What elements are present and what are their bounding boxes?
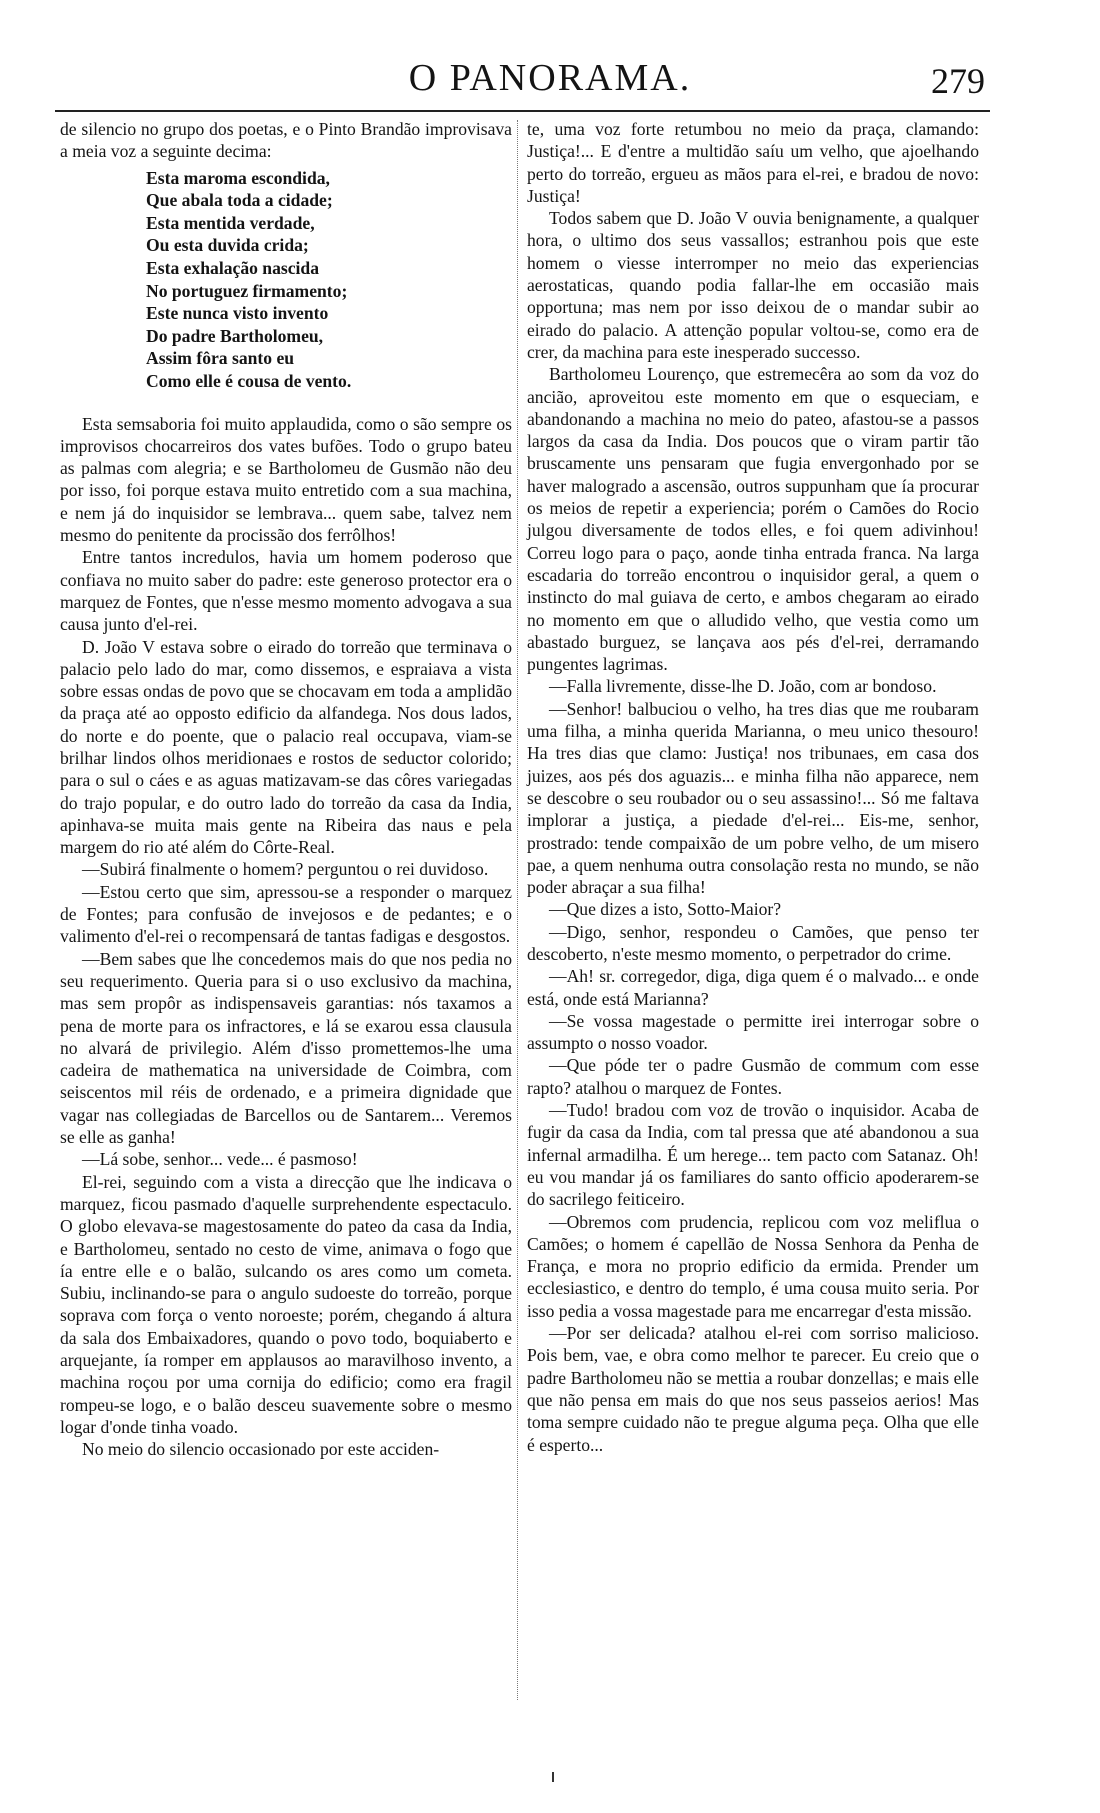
paragraph: —Ah! sr. corregedor, diga, diga quem é o malvado... e onde está, onde está Marianna? bbox=[527, 966, 979, 1009]
printer-mark bbox=[552, 1772, 554, 1782]
paragraph: —Estou certo que sim, apressou-se a responder o marquez de Fontes; para confusão de invejosos e de pedantes; e o valimento d'el-rei o recompensará de tantas fadigas e desgostos. bbox=[60, 881, 512, 947]
paragraph: —Lá sobe, senhor... vede... é pasmoso! bbox=[82, 1149, 358, 1170]
paragraph: Bartholomeu Lourenço, que estremecêra ao som da voz do ancião, aproveitou este momento em que o esqueciam, e abandonando a machina no meio do pateo, afastou-se a passos largos da casa da India. Dos poucos que o viram partir tão bruscamente uns pensaram que fugia envergonhado por se haver malogrado a ascensão, outros suppunham que ía procurar os meios de repetir a experiencia; porém o Camões do Rocio julgou diversamente de todos elles, e foi quem adivinhou! Correu logo para o paço, aonde tinha entrada franca. Na larga escadaria do torreão encontrou o inquisidor geral, a quem o instincto do mal guiava de certo, e ambos chegaram ao eirado no momento em que o alludido velho, que vestia como um abastado burguez, se lançava aos pés d'el-rei, derramando pungentes lagrimas. bbox=[527, 364, 979, 675]
decima-verse bbox=[60, 167, 512, 393]
header-rule bbox=[55, 110, 990, 112]
paragraph: —Falla livremente, disse-lhe D. João, com ar bondoso. bbox=[549, 676, 937, 697]
paragraph: No meio do silencio occasionado por este acciden- bbox=[82, 1439, 440, 1460]
verse-line: Como elle é cousa de vento. bbox=[146, 370, 352, 391]
verse-gap bbox=[60, 393, 512, 413]
right-column bbox=[527, 118, 979, 1456]
intro-paragraph: de silencio no grupo dos poetas, e o Pinto Brandão improvisava a meia voz a seguinte decima: bbox=[60, 119, 512, 162]
paragraph: —Obremos com prudencia, replicou com voz meliflua o Camões; o homem é capellão de Nossa Senhora da Penha de França, e mora no proprio edificio da ermida. Prender um ecclesiastico, e dentro do templo, é uma cousa muito seria. Por isso pedia a vossa magestade para me encarregar d'esta missão. bbox=[527, 1211, 979, 1321]
paragraph: El-rei, seguindo com a vista a direcção que lhe indicava o marquez, ficou pasmado d'aquelle surprehendente espectaculo. O globo elevava-se magestosamente do pateo da casa da India, e Bartholomeu, sentado no cesto de vime, animava o fogo que ía entre elle e o balão, sulcando os ares como um cometa. Subiu, inclinando-se para o angulo sudoeste do torreão, porque soprava com força o vento noroeste; porém, chegando á altura da sala dos Embaixadores, quando o povo todo, boquiaberto e arquejante, ía romper em applausos ao maravilhoso invento, a machina roçou por uma cornija do edificio; como era fragil rompeu-se logo, e o balão desceu suavemente sobre o mesmo logar d'onde tinha voado. bbox=[60, 1171, 512, 1437]
paragraph: —Senhor! balbuciou o velho, ha tres dias que me roubaram uma filha, a minha querida Marianna, o meu unico thesouro! Ha tres dias que clamo: Justiça! nos tribunaes, em casa dos juizes, aos pés dos aguazis... e minha filha não apparece, nem se descobre o seu roubador ou o seu assassino!... Só me faltava implorar a justiça, a piedade d'el-rei... Eis-me, senhor, prostrado: tende compaixão de um pobre velho, de um misero pae, a quem nenhuma outra consolação resta no mundo, se não poder abraçar a sua filha! bbox=[527, 698, 979, 898]
paragraph: te, uma voz forte retumbou no meio da praça, clamando: Justiça!... E d'entre a multidão saíu um velho, que ajoelhando perto do torreão, ergueu as mãos para el-rei, e bradou de novo: Justiça! bbox=[527, 119, 979, 206]
paragraph: —Se vossa magestade o permitte irei interrogar sobre o assumpto o nosso voador. bbox=[527, 1010, 979, 1054]
verse-line: Este nunca visto invento bbox=[146, 303, 329, 324]
paragraph: D. João V estava sobre o eirado do torreão que terminava o palacio pelo lado do mar, como dissemos, e espraiava a vista sobre essas ondas de povo que se chocavam em toda a amplidão da praça até ao opposto edificio da alfandega. Nos dous lados, do norte e do poente, que o palacio real occupava, viam-se brilhar lindos olhos meridionaes e rostos de seductor colorido; para o sul o cáes e as aguas matizavam-se das côres variegadas do trajo popular, e do outro lado do torreão da casa da India, apinhava-se muita mais gente na Ribeira das naus e pela margem do rio até além do Côrte-Real. bbox=[60, 636, 512, 858]
paragraph: —Subirá finalmente o homem? perguntou o rei duvidoso. bbox=[82, 859, 489, 880]
verse-line: Esta mentida verdade, bbox=[146, 212, 315, 233]
verse-line: Assim fôra santo eu bbox=[146, 348, 295, 369]
paragraph: —Que dizes a isto, Sotto-Maior? bbox=[549, 899, 782, 920]
column-separator bbox=[517, 120, 518, 1700]
verse-line: Do padre Bartholomeu, bbox=[146, 325, 324, 346]
verse-line: Esta maroma escondida, bbox=[146, 167, 330, 188]
left-column bbox=[60, 118, 512, 1460]
paragraph: —Por ser delicada? atalhou el-rei com sorriso malicioso. Pois bem, vae, e obra como melhor te parecer. Eu creio que o padre Bartholomeu não se mettia a roubar donzellas; e mais elle que não pensa em mais do que nos seus passeios aerios! Mas toma sempre cuidado não te pregue alguma peça. Olha que elle é esperto... bbox=[527, 1323, 979, 1455]
paragraph: Todos sabem que D. João V ouvia benignamente, a qualquer hora, o ultimo dos seus vassallos; estranhou pois que este homem o viesse interromper no meio das experiencias aerostaticas, quando podia fallar-lhe em occasião mais opportuna; mas nem por isso deixou de o mandar subir ao eirado do palacio. A attenção popular voltou-se, como era de crer, da machina para este inesperado successo. bbox=[527, 208, 979, 362]
paragraph: —Tudo! bradou com voz de trovão o inquisidor. Acaba de fugir da casa da India, com tal pressa que até abandonou a sua infernal armadilha. É um herege... tem pacto com Satanaz. Oh! eu vou mandar já os familiares do santo officio apoderarem-se do sacrilego feiticeiro. bbox=[527, 1100, 979, 1210]
paragraph: —Que póde ter o padre Gusmão de commum com esse rapto? atalhou o marquez de Fontes. bbox=[527, 1055, 979, 1098]
verse-line: Esta exhalação nascida bbox=[146, 257, 320, 278]
page-number: 279 bbox=[931, 61, 985, 101]
verse-line: No portuguez firmamento; bbox=[146, 280, 348, 301]
paragraph: Esta semsaboria foi muito applaudida, como o são sempre os improvisos chocarreiros dos vates bufões. Todo o grupo bateu as palmas com alegria; e se Bartholomeu de Gusmão não deu por isso, foi porque estava muito entretido com a sua machina, e nem já do inquisidor se lembrava... quem sabe, talvez nem mesmo do penitente da procissão dos ferrôlhos! bbox=[60, 413, 512, 546]
verse-line: Que abala toda a cidade; bbox=[146, 190, 333, 211]
paragraph: —Bem sabes que lhe concedemos mais do que nos pedia no seu requerimento. Queria para si o uso exclusivo da machina, mas sem propôr as indispensaveis garantias: nós taxamos a pena de morte para os infractores, e lá se exarou essa clausula no alvará de privilegio. Além d'isso promettemos-lhe uma cadeira de mathematica na universidade de Coimbra, com seiscentos mil réis de ordenado, e a primeira dignidade que vagar nas collegiadas de Barcellos ou de Santarem... Veremos se elle as ganha! bbox=[60, 948, 512, 1148]
paragraph: Entre tantos incredulos, havia um homem poderoso que confiava no muito saber do padre: este generoso protector era o marquez de Fontes, que n'esse mesmo momento advogava a sua causa junto d'el-rei. bbox=[60, 547, 512, 635]
verse-line: Ou esta duvida crida; bbox=[146, 235, 309, 256]
paragraph: —Digo, senhor, respondeu o Camões, que penso ter descoberto, n'este mesmo momento, o perpetrador do crime. bbox=[527, 921, 979, 964]
page-title: O PANORAMA. bbox=[408, 57, 692, 99]
